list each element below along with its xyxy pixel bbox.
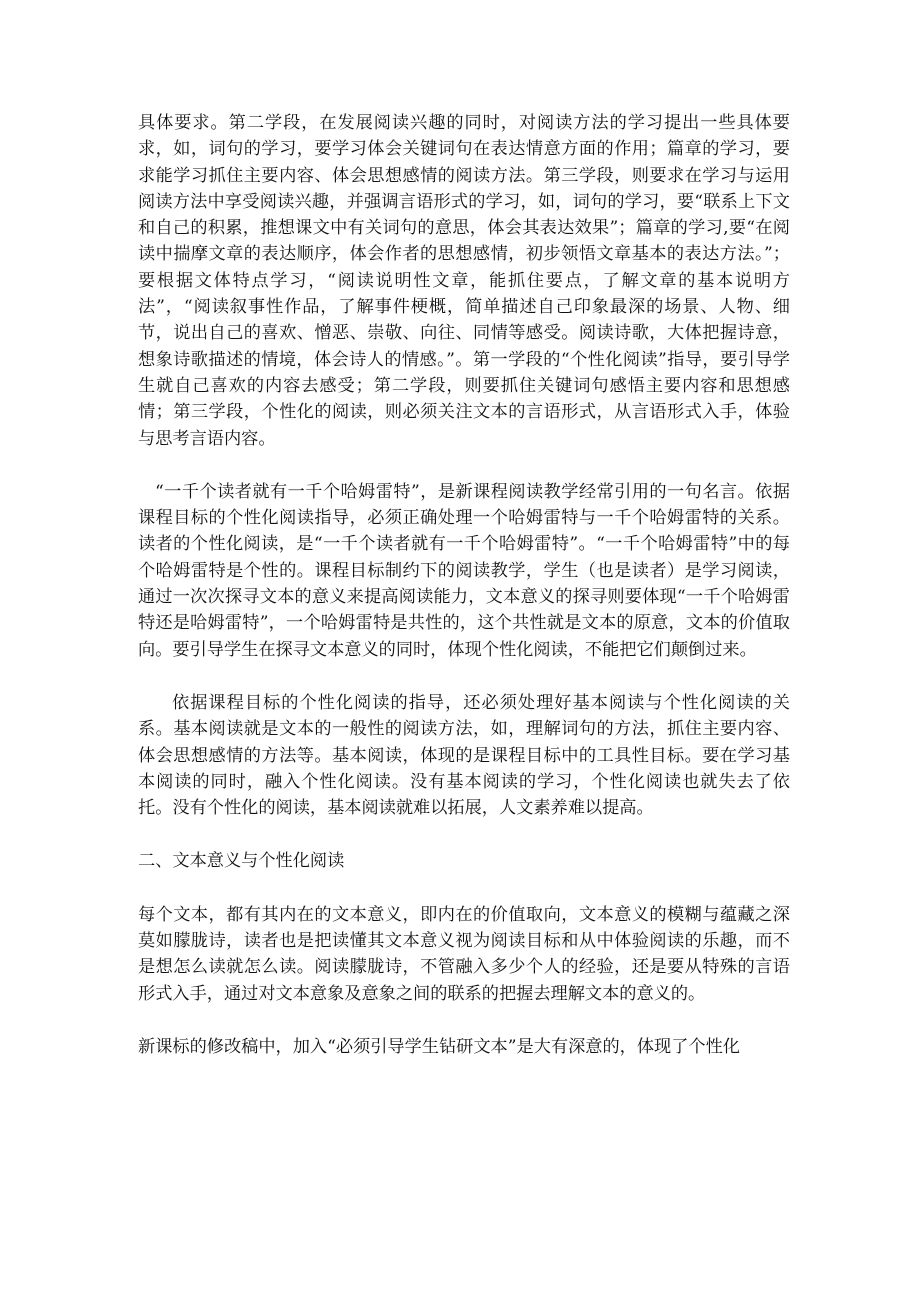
section-heading: 二、文本意义与个性化阅读: [138, 851, 345, 872]
paragraph-basic-reading: 依据课程目标的个性化阅读的指导，还必须处理好基本阅读与个性化阅读的关系。基本阅读就是文本的一般性的阅读方法，如，理解词句的方法，抓住主要内容、体会思想感情的方法等。基本阅读，体现的是课程目标中的工具性目标。要在学习基本阅读的同时，融入个性化阅读。没有基本阅读的学习，个性化阅读也就失去了依托。没有个性化的阅读，基本阅读就难以拓展，人文素养难以提高。: [138, 692, 790, 819]
paragraph-reading-stages: 具体要求。第二学段，在发展阅读兴趣的同时，对阅读方法的学习提出一些具体要求，如，词句的学习，要学习体会关键词句在表达情意方面的作用；篇章的学习，要求能学习抓住主要内容、体会思想感情的阅读方法。第三学段，则要求在学习与运用阅读方法中享受阅读兴趣，并强调言语形式的学习，如，词句的学习，要“联系上下文和自己的积累，推想课文中有关词句的意思，体会其表达效果”；篇章的学习,要“在阅读中揣摩文章的表达顺序，体会作者的思想感情，初步领悟文章基本的表达方法。”；要根据文体特点学习，“阅读说明性文章，能抓住要点，了解文章的基本说明方法”，“阅读叙事性作品，了解事件梗概，简单描述自己印象最深的场景、人物、细节，说出自己的喜欢、憎恶、崇敬、向往、同情等感受。阅读诗歌，大体把握诗意，想象诗歌描述的情境，体会诗人的情感。”。第一学段的“个性化阅读”指导，要引导学生就自己喜欢的内容去感受；第二学段，则要抓住关键词句感悟主要内容和思想感情；第三学段，个性化的阅读，则必须关注文本的言语形式，从言语形式入手，体验与思考言语内容。: [138, 113, 790, 449]
paragraph-text-meaning: 每个文本，都有其内在的文本意义，即内在的价值取向，文本意义的模糊与蕴藏之深莫如朦胧诗，读者也是把读懂其文本意义视为阅读目标和从中体验阅读的乐趣，而不是想怎么读就怎么读。阅读朦胧诗，不管融入多少个人的经验，还是要从特殊的言语形式入手，通过对文本意象及意象之间的联系的把握去理解文本的意义的。: [138, 904, 790, 1004]
paragraph-hamlet-quote: “一千个读者就有一千个哈姆雷特”，是新课程阅读教学经常引用的一句名言。依据课程目标的个性化阅读指导，必须正确处理一个哈姆雷特与一千个哈姆雷特的关系。读者的个性化阅读，是“一千个读者就有一千个哈姆雷特”。“一千个哈姆雷特”中的每个哈姆雷特是个性的。课程目标制约下的阅读教学，学生（也是读者）是学习阅读，通过一次次探寻文本的意义来提高阅读能力，文本意义的探寻则要体现“一千个哈姆雷特还是哈姆雷特”，一个哈姆雷特是共性的，这个共性就是文本的原意，文本的价值取向。要引导学生在探寻文本意义的同时，体现个性化阅读，不能把它们颠倒过来。: [138, 481, 790, 660]
document-page: [138, 110, 790, 1060]
paragraph-new-standard: 新课标的修改稿中，加入“必须引导学生钻研文本”是大有深意的，体现了个性化: [138, 1036, 740, 1057]
